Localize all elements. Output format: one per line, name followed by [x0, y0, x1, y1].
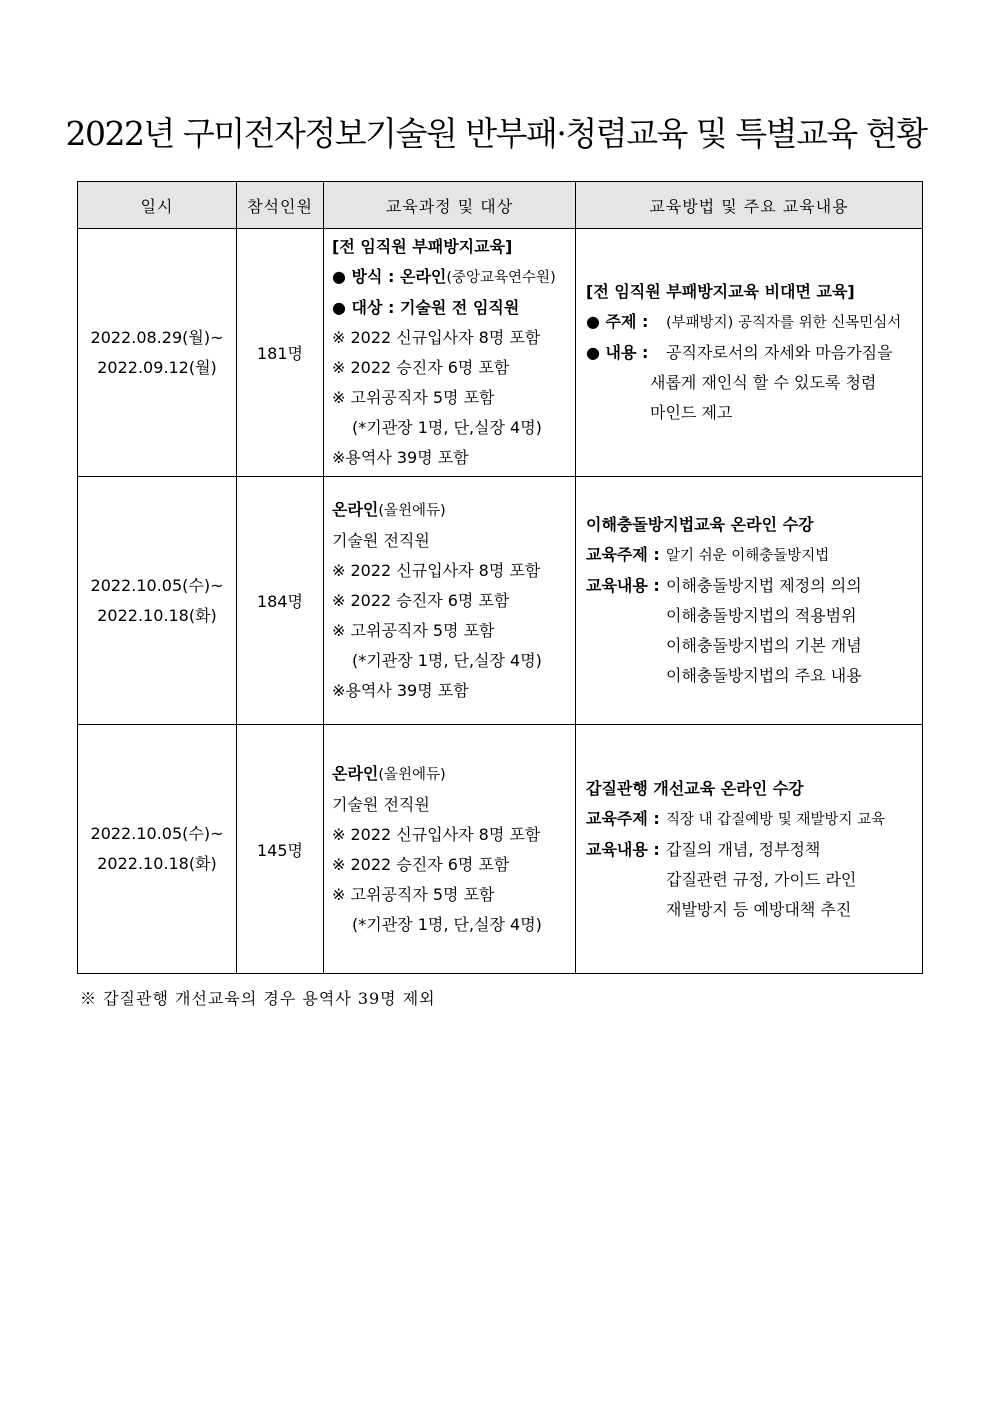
method-heading: 이해충돌방지법교육 온라인 수강	[586, 515, 814, 534]
date-cell	[78, 229, 237, 477]
course-note: ※ 2022 신규입사자 8명 포함	[332, 328, 541, 347]
table-row	[78, 229, 923, 477]
course-cell	[324, 725, 576, 974]
subject-text: 알기 쉬운 이해충돌방지법	[666, 548, 830, 564]
date-start: 2022.10.05(수)~	[90, 575, 224, 595]
table-row	[78, 477, 923, 725]
header-attendees: 참석인원	[237, 182, 324, 229]
subject-text: 직장 내 갑질예방 및 재발방지 교육	[666, 811, 886, 828]
course-note: ※ 고위공직자 5명 포함	[332, 621, 495, 640]
course-cell	[324, 477, 576, 725]
content-line: 이해충돌방지법 제정의 의의	[666, 576, 862, 595]
course-note: ※용역사 39명 포함	[332, 681, 469, 700]
subject-label: 교육주제 :	[586, 545, 660, 564]
education-status-table	[77, 181, 923, 974]
header-date: 일시	[78, 182, 237, 229]
course-target: 기술원 전직원	[332, 794, 430, 814]
content-line: 이해충돌방지법의 기본 개념	[666, 636, 862, 655]
content-line: 재발방지 등 예방대책 추진	[666, 899, 852, 919]
date-start: 2022.08.29(월)~	[90, 327, 224, 347]
course-note: ※ 2022 신규입사자 8명 포함	[332, 824, 541, 844]
attendee-count: 145명	[237, 725, 324, 974]
attendee-count: 184명	[237, 477, 324, 725]
method-heading: 갑질관행 개선교육 온라인 수강	[586, 778, 804, 798]
course-note: ※ 2022 승진자 6명 포함	[332, 854, 510, 874]
content-line: 갑질관련 규정, 가이드 라인	[666, 869, 857, 889]
date-cell	[78, 725, 237, 974]
course-note: ※ 2022 승진자 6명 포함	[332, 591, 510, 610]
course-note: ※ 2022 승진자 6명 포함	[332, 358, 510, 377]
content-line: 이해충돌방지법의 적용범위	[666, 606, 857, 625]
course-heading: [전 임직원 부패방지교육]	[332, 237, 513, 256]
attendee-count: 181명	[237, 229, 324, 477]
content-label: 교육내용 :	[586, 839, 660, 859]
course-note: ※ 고위공직자 5명 포함	[332, 884, 495, 904]
method-cell	[576, 725, 923, 974]
method-heading: [전 임직원 부패방지교육 비대면 교육]	[586, 282, 855, 301]
course-heading-detail: (올윈에듀)	[378, 766, 446, 783]
subject-text: (부패방지) 공직자를 위한 신목민심서	[666, 315, 902, 331]
content-label: 교육내용 :	[586, 576, 660, 595]
date-end: 2022.10.18(화)	[97, 854, 217, 873]
table-header-row	[78, 182, 923, 229]
content-label: ● 내용 :	[586, 343, 649, 362]
date-end: 2022.10.18(화)	[97, 605, 217, 625]
table-row	[78, 725, 923, 974]
course-note: (*기관장 1명, 단,실장 4명)	[352, 651, 542, 670]
course-method-detail: (중앙교육연수원)	[446, 270, 556, 286]
header-method: 교육방법 및 주요 교육내용	[576, 182, 923, 229]
content-line: 마인드 제고	[650, 403, 733, 422]
course-note: (*기관장 1명, 단,실장 4명)	[352, 914, 542, 934]
course-note: ※ 고위공직자 5명 포함	[332, 388, 495, 407]
content-line: 이해충돌방지법의 주요 내용	[666, 666, 862, 685]
method-cell	[576, 229, 923, 477]
course-note: ※용역사 39명 포함	[332, 448, 469, 467]
course-heading: 온라인	[332, 500, 379, 519]
header-course: 교육과정 및 대상	[324, 182, 576, 229]
course-heading: 온라인	[332, 763, 379, 783]
course-method-label: ● 방식 : 온라인	[332, 267, 447, 286]
subject-label: 교육주제 :	[586, 808, 660, 828]
date-start: 2022.10.05(수)~	[90, 824, 224, 843]
footnote: ※ 갑질관행 개선교육의 경우 용역사 39명 제외	[80, 989, 436, 1008]
course-note: (*기관장 1명, 단,실장 4명)	[352, 418, 542, 437]
course-heading-detail: (올윈에듀)	[378, 503, 446, 519]
content-line: 새롭게 재인식 할 수 있도록 청렴	[650, 373, 877, 392]
date-cell	[78, 477, 237, 725]
content-line: 갑질의 개념, 정부정책	[666, 839, 821, 859]
course-cell	[324, 229, 576, 477]
content-line: 공직자로서의 자세와 마음가짐을	[666, 343, 893, 362]
method-cell	[576, 477, 923, 725]
date-end: 2022.09.12(월)	[97, 357, 217, 377]
course-note: ※ 2022 신규입사자 8명 포함	[332, 561, 541, 580]
page-title: 2022년 구미전자정보기술원 반부패·청렴교육 및 특별교육 현황	[65, 114, 927, 153]
course-target: 기술원 전직원	[332, 531, 430, 550]
course-target: ● 대상 : 기술원 전 임직원	[332, 298, 520, 317]
subject-label: ● 주제 :	[586, 312, 649, 331]
